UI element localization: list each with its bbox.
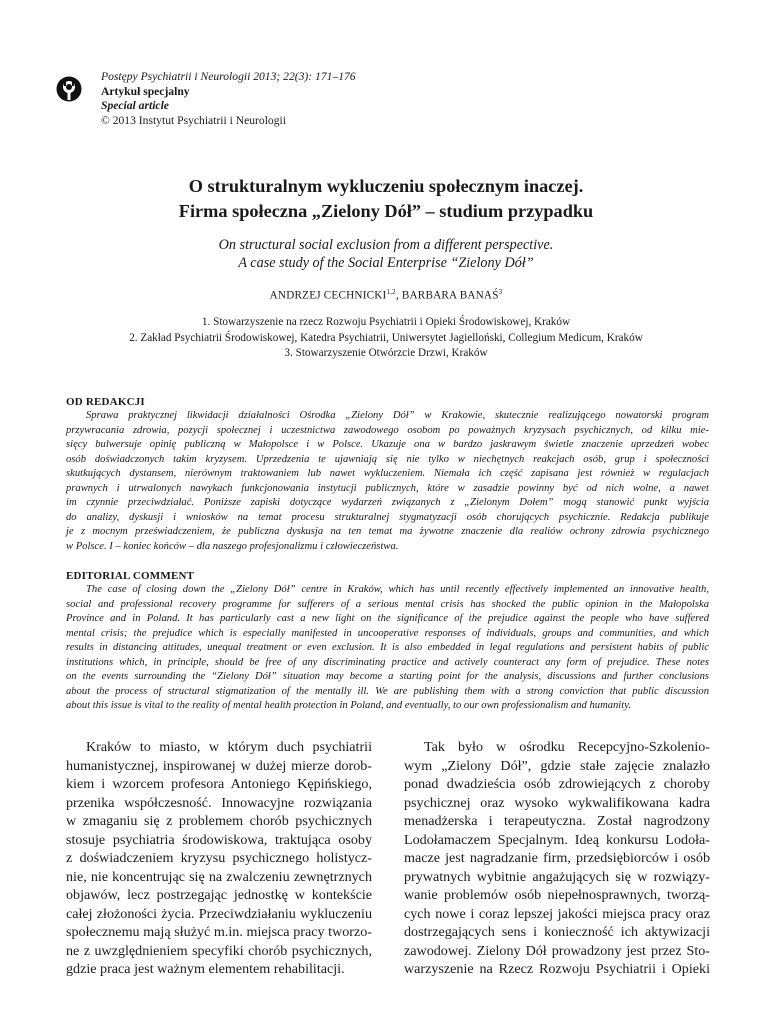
body-line: cych nowe i coraz lepszej jakości miejsca pracy oraz (404, 905, 710, 922)
journal-header (101, 70, 356, 128)
body-line: społecznemu mają służyć m.in. miejsca pracy tworzo- (66, 924, 372, 940)
abstract-line: w Polsce. I – koniec końców – dla naszego profesjonalizmu i człowieczeństwa. (66, 540, 399, 552)
body-line: gdzie praca jest ważnym elementem rehabilitacji. (66, 961, 345, 977)
body-column-left (66, 738, 372, 979)
abstract-line: about the process of structural stigmatization of the mentally ill. We are publishing them with a strong conviction that public discussion (66, 685, 709, 697)
body-line: z doświadczeniem kryzysu psychicznego holistycz- (66, 850, 372, 866)
body-line: wanie problemów osób niepełnosprawnych, tworzą- (404, 887, 710, 903)
body-line: ne z uwzględnieniem specyfiki chorób psychicznych, (66, 942, 372, 959)
journal-logo-icon (56, 76, 82, 102)
title-en-line-1: On structural social exclusion from a different perspective. (218, 237, 554, 253)
abstract-line: osób doświadczonych takim kryzysem. Uprzedzenia te ujawniają się nie tylko w niechętnych reakcjach osób, grup i społeczności (66, 453, 709, 465)
title-line-1: O strukturalnym wykluczeniu społecznym inaczej. (188, 176, 584, 196)
body-line: nie, nie koncentrując się na zwalczeniu zewnętrznych (66, 868, 372, 885)
article-type-pl: Artykuł specjalny (101, 84, 190, 98)
abstract-line: institutions which, in principle, should be free of any discriminating practice and actively counteract any form of prejudice. These notes (66, 656, 709, 668)
abstract-line: przywracania zdrowia, pozycji społecznej i uczestnictwa zawodowego osobom po poważnych kryzysach psychicznych, od kilku mie- (66, 424, 709, 436)
copyright: © 2013 Instytut Psychiatrii i Neurologii (101, 113, 286, 127)
author-2: BARBARA BANAŚ (401, 289, 499, 302)
abstract-line: about this issue is vital to the reality of mental health protection in Poland, and eventually, to our own professionalism and humanity. (66, 700, 631, 711)
body-line: Lodołamaczem Specjalnym. Ideą konkursu Lodoła- (404, 831, 710, 848)
body-line: dostrzegających sens i konieczność ich aktywizacji (404, 924, 710, 940)
body-line: macze jest nagradzanie firm, przedsiębiorców i osób (404, 850, 710, 866)
body-line: warzyszenie na Rzecz Rozwoju Psychiatrii i Opieki (404, 961, 710, 977)
abstract-line: mental crisis; the prejudice which is especially manifested in uncooperative responses of individuals, groups and communities, and which (66, 627, 709, 639)
abstract-line: skutkujących dystansem, nierównym traktowaniem lub nawet wykluczeniem. Niemała ich część zapisana jest również w regulacjach (66, 468, 709, 479)
body-line: przenika współczesność. Innowacyjne rozwiązania (66, 794, 372, 811)
title-en-line-2: A case study of the Social Enterprise “Zielony Dół” (238, 255, 534, 271)
journal-citation: Postępy Psychiatrii i Neurologii 2013; 22(3): 171–176 (101, 70, 356, 83)
body-line: Tak było w ośrodku Recepcyjno-Szkolenio- (424, 739, 710, 755)
affiliation-2: 2. Zakład Psychiatrii Środowiskowej, Katedra Psychiatrii, Uniwersytet Jagielloński, Collegium Medicum, Kraków (129, 331, 643, 344)
body-line: ponad dwadzieścia osób zdrowiejących z choroby (404, 776, 710, 792)
abstract-line: Sprawa praktycznej likwidacji działalności Ośrodka „Zielony Dół” w Krakowie, skutecznie realizującego nowatorski program (86, 410, 709, 421)
affiliation-1: 1. Stowarzyszenie na rzecz Rozwoju Psychiatrii i Opieki Środowiskowej, Kraków (201, 316, 571, 328)
author-1-affil: 1,2 (386, 288, 396, 296)
od-redakcji-text (66, 409, 709, 554)
editorial-comment-heading: EDITORIAL COMMENT (66, 570, 195, 582)
body-line: prywatnych wybitnie angażujących się w rozwiązy- (404, 868, 710, 885)
abstract-line: on the events surrounding the “Zielony Dół” situation may become a starting point for the analysis, discussions and further conclusions (66, 671, 709, 682)
article-type-en: Special article (101, 99, 169, 113)
abstract-line: im czynnie przeciwdziałać. Poniższe zapiski dotyczące wydarzeń związanych z „Zielonym Dołem” mogą stanowić punkt wyjścia (66, 497, 709, 508)
body-line: humanistycznej, inspirowanej w dużej mierze dorob- (66, 757, 372, 774)
body-line: objawów, lecz postrzegając jednostkę w kontekście (66, 887, 372, 903)
article-title-en (56, 236, 716, 272)
authors (56, 288, 716, 302)
body-line: Kraków to miasto, w którym duch psychiatrii (86, 739, 372, 755)
author-2-affil: 3 (498, 288, 503, 296)
body-line: kiem i wzorcem profesora Antoniego Kępińskiego, (66, 776, 372, 792)
body-line: menadżerska i terapeutyczna. Został nagrodzony (404, 813, 710, 829)
abstract-line: do analizy, dyskusji i wniosków na temat procesu strukturalnej stygmatyzacji osób chorujących psychicznie. Redakcja publikuje (66, 511, 709, 523)
body-line: psychicznej oraz wysoko wykwalifikowana kadra (404, 794, 710, 811)
body-line: w zmaganiu się z problemem chorób psychicznych (66, 813, 372, 829)
abstract-line: prawnych i utrwalonych nawykach funkcjonowania instytucji publicznych, które w zasadzie powinny być od nich wolne, a nawet (66, 482, 709, 494)
author-1: ANDRZEJ CECHNICKI (269, 289, 387, 302)
od-redakcji-heading: OD REDAKCJI (66, 396, 145, 408)
body-line: całej złożoności życia. Przeciwdziałaniu wykluczeniu (66, 905, 372, 922)
abstract-line: The case of closing down the „Zielony Dół” centre in Kraków, which has until recently effectively implemented an innovative health, (86, 584, 709, 595)
body-column-right (404, 738, 710, 979)
abstract-line: social and professional recovery programme for sufferers of a serious mental crisis has shocked the public opinion in the Małopolska (66, 598, 709, 610)
abstract-line: results in distancing attitudes, unequal treatment or even exclusion. It is also embedded in legal regulations and persistent habits of public (66, 642, 709, 653)
title-line-2: Firma społeczna „Zielony Dół” – studium przypadku (178, 201, 594, 221)
affiliations (56, 315, 716, 362)
abstract-line: je z mocnym przeświadczeniem, że publiczna dyskusja na ten temat ma żywotne znaczenie dla realiów ochrony zdrowia psychicznego (66, 526, 709, 537)
author-separator: , (395, 289, 402, 302)
article-title (56, 174, 716, 224)
abstract-line: sięcy bulwersuje opinię publiczną w Małopolsce i w Polsce. Ukazuje ona w bardzo jaskrawym świetle znaczenie uprzedzeń wobec (66, 439, 709, 450)
editorial-comment-text (66, 583, 709, 714)
body-line: zawodowej. Zielony Dół prowadzony jest przez Sto- (404, 942, 710, 959)
body-line: stosuje psychiatria środowiskowa, traktująca osoby (66, 831, 372, 848)
affiliation-3: 3. Stowarzyszenie Otwórzcie Drzwi, Kraków (284, 347, 488, 359)
body-line: wym „Zielony Dół”, gdzie stałe zajęcie znalazło (404, 757, 710, 774)
abstract-line: Province and in Poland. It has particularly cast a new light on the significance of the prejudice against the people who have suffered (66, 613, 709, 624)
